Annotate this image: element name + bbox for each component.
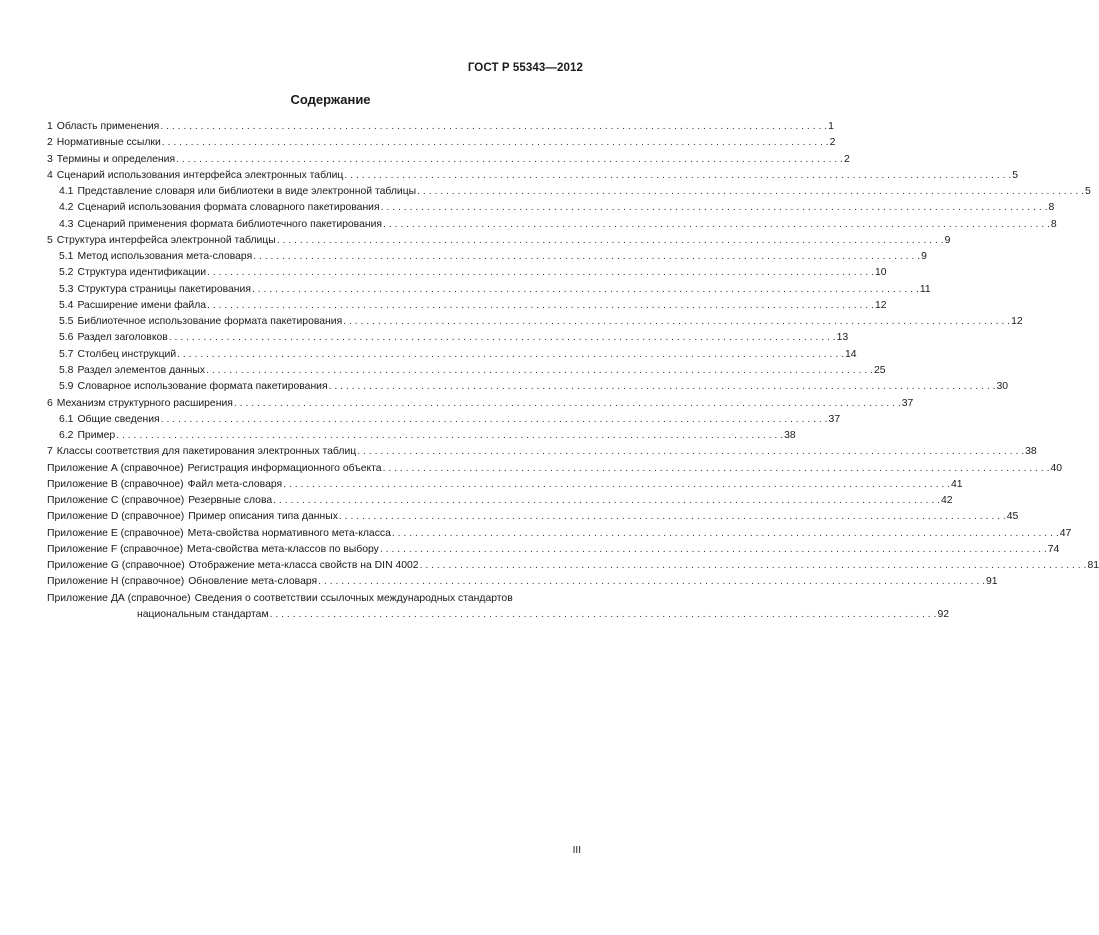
toc-entry-label: Общие сведения [77,413,160,425]
toc-entry[interactable] [47,509,1019,525]
toc-entry-page: 12 [1011,316,1023,328]
toc-entry-label: Регистрация информационного объекта [187,462,382,474]
toc-entry-number: Приложение ДА (справочное) [47,592,191,604]
toc-entry-label: Пример описания типа данных [188,511,338,523]
toc-entry-number: Приложение С (справочное) [47,495,185,507]
toc-entry-page: 91 [986,576,998,588]
toc-entry-page: 5 [1085,186,1091,198]
toc-entry-label: Метод использования мета-словаря [77,251,253,263]
toc-entry[interactable] [47,330,849,346]
dot-leader [283,477,950,493]
toc-entry-page: 10 [874,267,887,279]
toc-entry-page: 8 [1048,202,1055,214]
dot-leader [329,379,996,395]
document-header: ГОСТ Р 55343—2012 [467,62,583,74]
table-of-contents [47,119,1099,623]
toc-entry-label: национальным стандартам [137,608,269,620]
toc-entry-number: 3 [47,153,53,165]
toc-entry[interactable] [47,526,1072,542]
toc-title: Содержание [290,92,371,107]
dot-leader [176,152,843,168]
toc-entry[interactable] [47,200,1055,216]
toc-entry-label: Файл мета-словаря [187,478,283,490]
toc-entry-number: 6.1 [59,413,74,425]
toc-entry-number: Приложение Н (справочное) [47,576,185,588]
toc-entry[interactable] [47,314,1023,330]
toc-entry[interactable] [47,184,1091,200]
toc-entry[interactable] [47,542,1060,558]
toc-entry-number: 4 [47,169,53,181]
dot-leader [343,314,1010,330]
toc-entry-page: 30 [996,381,1009,393]
dot-leader [162,135,829,151]
toc-entry[interactable] [47,461,1063,477]
dot-leader [207,298,874,314]
dot-leader [273,493,940,509]
toc-entry[interactable] [47,574,998,590]
toc-entry-label: Расширение имени файла [77,299,207,311]
toc-entry[interactable] [47,168,1019,184]
toc-entry-page: 74 [1047,543,1060,555]
toc-entry-number: 5.1 [59,251,74,263]
dot-leader [357,444,1024,460]
toc-entry[interactable] [47,591,583,607]
toc-entry-page: 92 [937,608,950,620]
toc-entry-page: 37 [901,397,914,409]
toc-entry-page: 9 [944,234,951,246]
dot-leader [318,574,985,590]
toc-entry-page: 38 [784,430,796,442]
toc-entry-label: Сценарий применения формата библиотечного пакетирования [77,218,383,230]
toc-entry[interactable] [47,152,850,168]
toc-entry-page: 9 [921,251,927,263]
toc-entry-label: Мета-свойства мета-классов по выбору [187,543,379,555]
toc-entry[interactable] [47,217,1057,233]
dot-leader [339,509,1006,525]
dot-leader [417,184,1084,200]
dot-leader [381,200,1048,216]
toc-entry-number: 1 [47,121,53,132]
toc-entry-label: Мета-свойства нормативного мета-класса [187,527,391,539]
toc-entry-page: 81 [1087,560,1099,572]
toc-entry-page: 47 [1059,527,1072,539]
toc-entry-label: Словарное использование формата пакетирования [77,381,328,393]
toc-entry-label: Раздел заголовков [77,332,168,344]
toc-entry-number: 7 [47,446,53,458]
toc-entry-label: Представление словаря или библиотеки в виде электронной таблицы [77,186,417,198]
toc-entry-label: Область применения [56,121,160,132]
toc-entry[interactable] [47,379,1009,395]
toc-entry[interactable] [47,558,1099,574]
toc-entry-page: 13 [836,332,849,344]
toc-entry[interactable] [47,135,836,151]
toc-entry-number: 5.8 [59,364,74,376]
dot-leader [169,330,836,346]
toc-entry-number: 5 [47,234,53,246]
toc-entry-label: Пример [77,430,116,442]
toc-entry-label: Обновление мета-словаря [188,576,318,588]
toc-entry-label: Отображение мета-класса свойств на DIN 4002 [188,560,419,572]
toc-entry-page: 1 [828,121,834,132]
dot-leader [160,119,827,135]
dot-leader [392,526,1059,542]
toc-entry-label: Классы соответствия для пакетирования электронных таблиц [56,446,357,458]
toc-entry-page: 41 [951,478,963,490]
toc-entry-label: Сценарий использования интерфейса электронных таблиц [56,169,344,181]
toc-entry-label: Раздел элементов данных [77,364,206,376]
toc-entry[interactable] [47,233,951,249]
toc-entry-number: Приложение В (справочное) [47,478,184,490]
toc-entry-number: Приложение Е (справочное) [47,527,184,539]
dot-leader [161,412,828,428]
dot-leader [116,428,783,444]
toc-entry-number: 5.2 [59,267,74,279]
toc-entry-label: Механизм структурного расширения [56,397,233,409]
toc-entry-page: 37 [828,413,841,425]
toc-entry-number: 6.2 [59,430,74,442]
toc-entry-page: 14 [845,348,857,360]
dot-leader [277,233,944,249]
toc-entry[interactable] [47,282,931,298]
toc-entry[interactable] [47,493,953,509]
toc-entry-label: Сценарий использования формата словарного пакетирования [77,202,380,214]
toc-entry-page: 8 [1050,218,1057,230]
toc-entry-label: Термины и определения [56,153,176,165]
toc-entry-page: 11 [919,283,931,295]
toc-entry-page: 2 [843,153,850,165]
dot-leader [420,558,1087,574]
toc-entry[interactable] [47,298,887,314]
toc-entry-number: Приложение А (справочное) [47,462,184,474]
toc-entry-page: 42 [941,495,953,507]
page-number: III [572,845,581,856]
dot-leader [270,607,937,623]
toc-entry[interactable] [47,119,834,135]
toc-entry[interactable] [47,477,963,493]
toc-entry-number: 5.7 [59,348,74,360]
toc-entry-page: 5 [1012,169,1019,181]
dot-leader [234,396,901,412]
dot-leader [252,282,919,298]
toc-entry-label: Нормативные ссылки [56,137,161,149]
toc-entry-label: Структура страницы пакетирования [77,283,251,295]
toc-entry-page: 12 [874,299,887,311]
toc-entry-number: 5.3 [59,283,74,295]
dot-leader [206,363,873,379]
toc-entry-number: Приложение D (справочное) [47,511,185,523]
toc-entry-number: 4.1 [59,186,74,198]
toc-entry[interactable] [47,265,887,281]
toc-entry-number: 5.5 [59,316,74,328]
toc-entry[interactable] [47,396,914,412]
dot-leader [207,265,874,281]
toc-entry-label: Структура идентификации [77,267,207,279]
toc-entry-page: 25 [873,364,886,376]
toc-entry[interactable] [47,249,927,265]
toc-entry-number: 5.9 [59,381,74,393]
toc-entry-number: 5.4 [59,299,74,311]
toc-entry-number: 6 [47,397,53,409]
toc-entry-number: 4.2 [59,202,74,214]
toc-entry[interactable] [47,412,841,428]
toc-entry[interactable] [47,428,796,444]
dot-leader [253,249,920,265]
toc-entry-label: Сведения о соответствии ссылочных международных стандартов [194,592,513,604]
toc-entry-page: 2 [829,137,836,149]
toc-entry-label: Библиотечное использование формата пакетирования [77,316,343,328]
toc-entry-number: 4.3 [59,218,74,230]
dot-leader [383,217,1050,233]
toc-entry-label: Резервные слова [188,495,273,507]
dot-leader [177,347,844,363]
dot-leader [380,542,1047,558]
toc-entry-label: Столбец инструкций [77,348,177,360]
toc-entry-number: Приложение G (справочное) [47,560,185,572]
dot-leader [383,461,1050,477]
toc-entry-page: 40 [1050,462,1063,474]
toc-entry[interactable] [47,363,886,379]
toc-entry-continuation[interactable] [47,607,950,623]
toc-entry-page: 45 [1006,511,1019,523]
toc-entry[interactable] [47,444,1037,460]
dot-leader [344,168,1011,184]
toc-entry-number: 5.6 [59,332,74,344]
toc-entry-number: Приложение F (справочное) [47,543,184,555]
toc-entry[interactable] [47,347,857,363]
toc-entry-page: 38 [1025,446,1037,458]
toc-entry-number: 2 [47,137,53,149]
toc-entry-label: Структура интерфейса электронной таблицы [56,234,276,246]
